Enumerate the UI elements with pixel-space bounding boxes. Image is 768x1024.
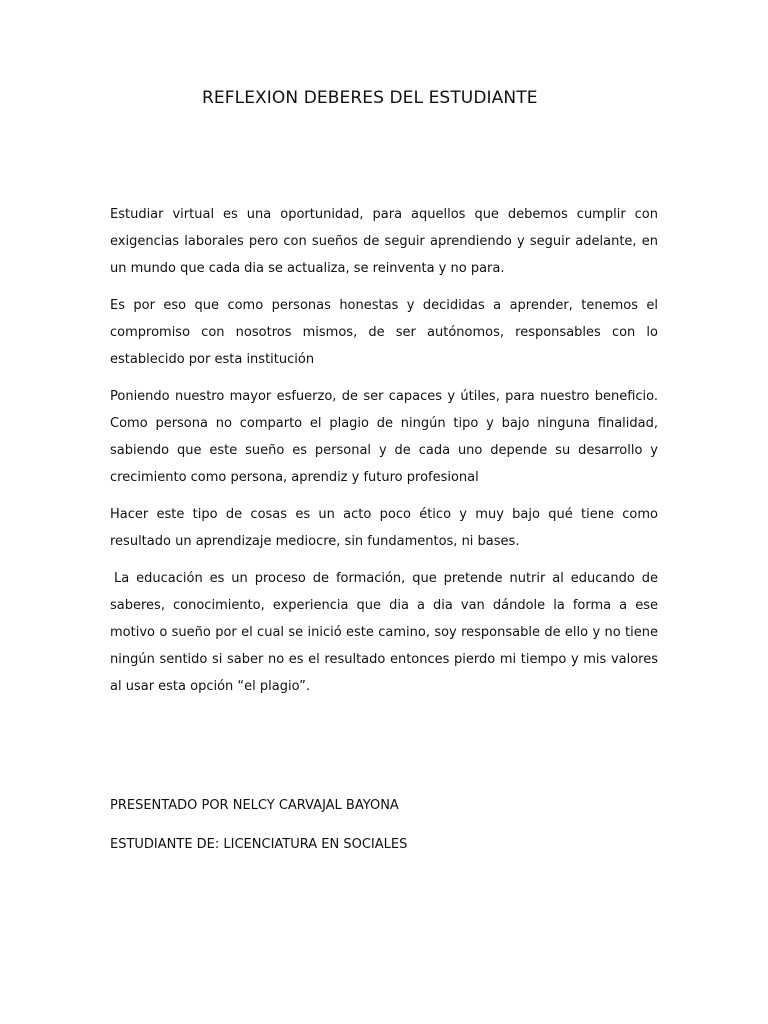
paragraph-2: Es por eso que como personas honestas y decididas a aprender, tenemos el compromiso con nosotros mismos, de ser autónomos, responsables con lo establecido por esta institución xyxy=(110,298,658,367)
document-body xyxy=(110,201,658,710)
paragraph-4: Hacer este tipo de cosas es un acto poco ético y muy bajo qué tiene como resultado un aprendizaje mediocre, sin fundamentos, ni bases. xyxy=(110,507,658,549)
paragraph-3: Poniendo nuestro mayor esfuerzo, de ser capaces y útiles, para nuestro beneficio. Como persona no comparto el plagio de ningún tipo y bajo ninguna finalidad, sabiendo que este sueño es personal y de cada uno depende su desarrollo y crecimiento como persona, aprendiz y futuro profesional xyxy=(110,389,658,485)
presented-by-line: PRESENTADO POR NELCY CARVAJAL BAYONA xyxy=(110,798,399,813)
student-program-line: ESTUDIANTE DE: LICENCIATURA EN SOCIALES xyxy=(110,837,408,852)
paragraph-1: Estudiar virtual es una oportunidad, para aquellos que debemos cumplir con exigencias laborales pero con sueños de seguir aprendiendo y seguir adelante, en un mundo que cada dia se actualiza, se reinventa y no para. xyxy=(110,207,658,276)
paragraph-5: La educación es un proceso de formación, que pretende nutrir al educando de saberes, conocimiento, experiencia que dia a dia van dándole la forma a ese motivo o sueño por el cual se inició este camino, soy responsable de ello y no tiene ningún sentido si saber no es el resultado entonces pierdo mi tiempo y mis valores al usar esta opción “el plagio”. xyxy=(110,571,658,694)
document-title: REFLEXION DEBERES DEL ESTUDIANTE xyxy=(202,88,538,108)
